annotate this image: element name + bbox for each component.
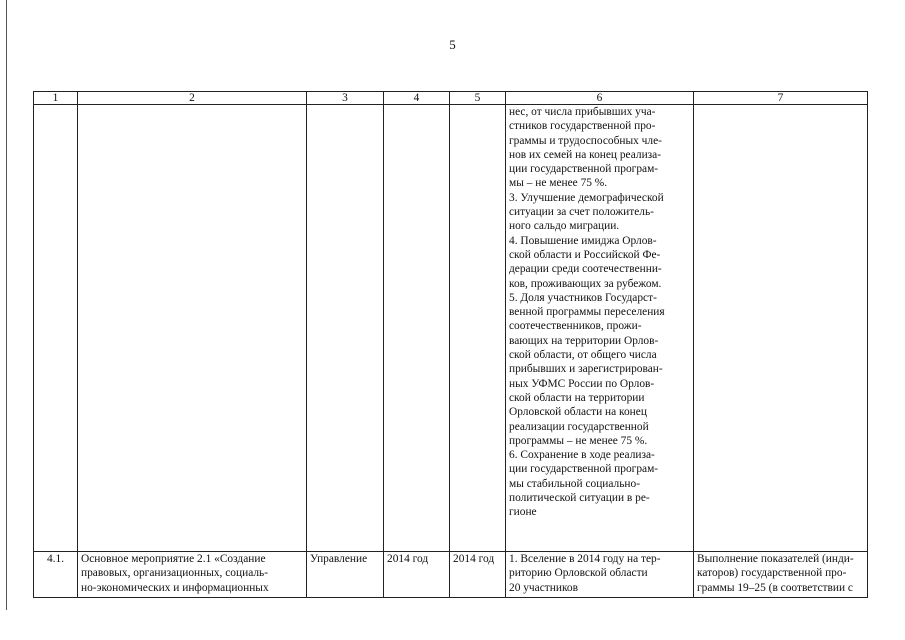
document-table [33,91,868,598]
text-line: ных УФМС России по Орлов- [509,377,655,390]
text-line: мы – не менее 75 %. [509,177,608,190]
text-line: ской области, от общего числа [509,349,657,362]
table-row-4-1 [34,552,868,598]
scan-left-edge [6,0,7,610]
cell-col-3 [307,105,384,552]
header-col-5: 5 [450,92,506,105]
text-line: ской области и Российской Фе- [509,248,661,261]
text-line: мы стабильной социально- [509,477,641,490]
cell-indicators-link [694,552,868,598]
text-line: ного сальдо миграции. [509,220,620,233]
text-line: ской области на территории [509,391,645,404]
cell-col-6-indicators [506,105,694,552]
header-col-7: 7 [694,92,868,105]
cell-col-1 [34,105,78,552]
text-line: 5. Доля участников Государст- [509,291,657,304]
text-line: прибывших и зарегистрирован- [509,363,663,376]
text-line: ции государственной програм- [509,163,659,176]
cell-col-4 [384,105,450,552]
text-line: реализации государственной [509,420,649,433]
text-line: 20 участников [509,581,578,594]
text-line: стников государственной про- [509,120,656,133]
header-col-1: 1 [34,92,78,105]
header-col-3: 3 [307,92,384,105]
cell-responsible: Управление [307,552,384,598]
text-line: риторию Орловской области [509,567,648,580]
cell-col-7 [694,105,868,552]
text-line: нов их семей на конец реализа- [509,148,662,161]
text-line: 6. Сохранение в ходе реализа- [509,449,655,462]
cell-end-year: 2014 год [450,552,506,598]
cell-col-5 [450,105,506,552]
text-line: ции государственной програм- [509,463,659,476]
text-line: Орловской области на конец [509,406,647,419]
text-line: дерации среди соотечественни- [509,263,662,276]
text-line: граммы 19–25 (в соответствии с [697,581,853,594]
text-line: Основное мероприятие 2.1 «Создание [81,553,266,565]
text-line: ситуации за счет положитель- [509,206,654,219]
cell-expected-results [506,552,694,598]
text-line: соотечественников, прожи- [509,320,642,333]
text-line: граммы и трудоспособных чле- [509,134,662,147]
text-line: вающих на территории Орлов- [509,334,659,347]
row-number: 4.1. [34,552,78,598]
text-line: но-экономических и информационных [81,581,269,594]
text-line: программы – не менее 75 %. [509,434,648,447]
text-line: 3. Улучшение демографической [509,191,664,204]
text-line: 4. Повышение имиджа Орлов- [509,234,657,247]
text-line: ков, проживающих за рубежом. [509,277,662,290]
text-line: каторов) государственной про- [697,567,847,580]
text-line: нес, от числа прибывших уча- [509,106,656,118]
header-col-6: 6 [506,92,694,105]
cell-activity-name [78,552,307,598]
header-col-4: 4 [384,92,450,105]
table-header-row [34,92,868,105]
cell-start-year: 2014 год [384,552,450,598]
cell-col-2 [78,105,307,552]
page-number: 5 [449,37,456,52]
header-col-2: 2 [78,92,307,105]
text-line: правовых, организационных, социаль- [81,567,269,580]
text-line: венной программы переселения [509,306,665,319]
text-line: Выполнение показателей (инди- [697,553,854,565]
text-line: политической ситуации в ре- [509,492,650,505]
text-line: гионе [509,506,537,519]
table-row-continued [34,105,868,552]
text-line: 1. Вселение в 2014 году на тер- [509,553,661,565]
